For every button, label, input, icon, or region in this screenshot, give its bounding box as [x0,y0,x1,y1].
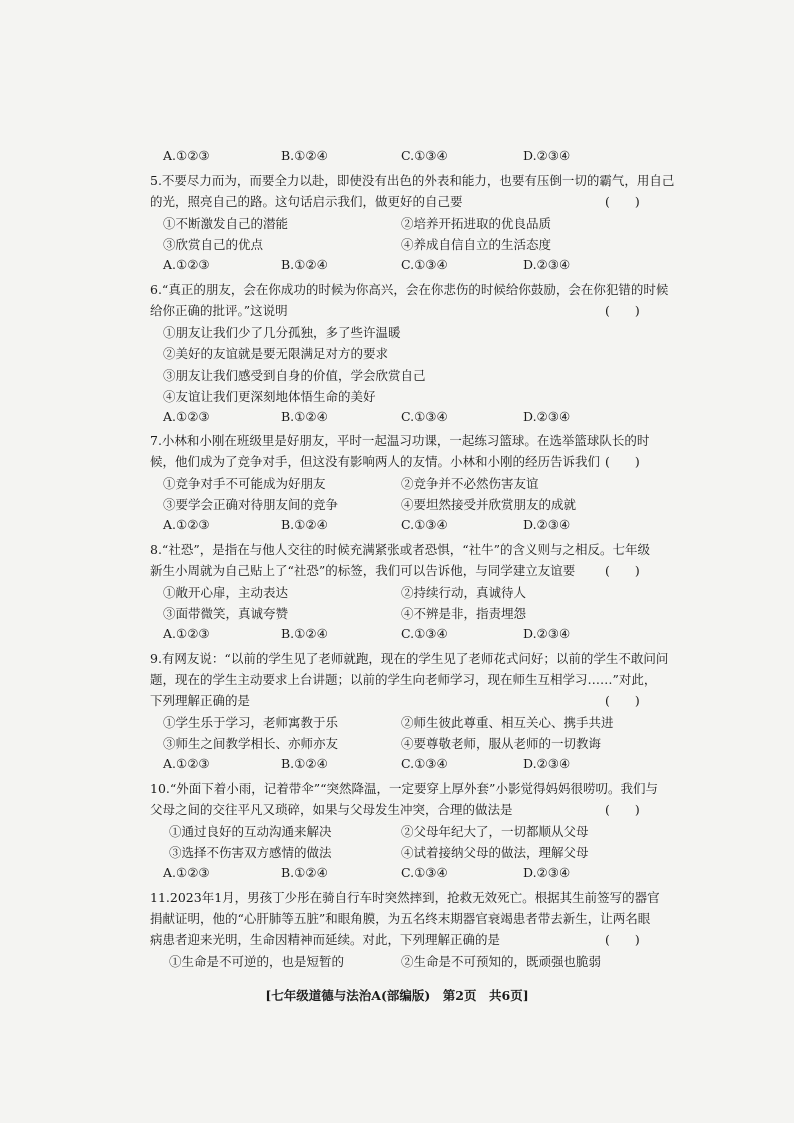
q9-item-3: ③师生之间教学相长、亦师亦友 [163,736,339,751]
q10-stem-line1: 10.“外面下着小雨，记着带伞”“突然降温，一定要穿上厚外套”小影觉得妈妈很唠叨。我们与 [150,781,658,796]
q6-stem-line1: 6.“真正的朋友，会在你成功的时候为你高兴，会在你悲伤的时候给你鼓励，会在你犯错的时候 [150,282,669,297]
option-b: B.①②④ [281,865,328,880]
q5-options [163,257,643,277]
q5-item-2: ②培养开拓进取的优良品质 [401,216,552,231]
q9-item-4: ④要尊敬老师，服从老师的一切教诲 [401,736,602,751]
q9-items-row2 [163,734,643,754]
option-d: D.②③④ [523,409,571,424]
q5-items-row2 [163,235,643,255]
option-d: D.②③④ [523,865,571,880]
option-b: B.①②④ [281,148,328,163]
q11-answer-paren: ( ) [605,932,640,947]
q10-answer-paren: ( ) [605,802,640,817]
q7-items-row1 [163,474,643,494]
q8-item-3: ③面带微笑，真诚夸赞 [163,606,289,621]
option-b: B.①②④ [281,626,328,641]
q6-item-3: ③朋友让我们感受到自身的价值，学会欣赏自己 [163,368,426,383]
q9-item-2: ②师生彼此尊重、相互关心、携手共进 [401,715,614,730]
q5-answer-paren: ( ) [605,194,640,209]
q7-item-4: ④要坦然接受并欣赏朋友的成就 [401,497,577,512]
q7-stem-line1: 7.小林和小刚在班级里是好朋友，平时一起温习功课，一起练习篮球。在选举篮球队长的时 [150,433,650,448]
q8-item-1: ①敞开心扉，主动表达 [163,585,289,600]
q5-item-3: ③欣赏自己的优点 [163,237,264,252]
option-b: B.①②④ [281,257,328,272]
q11-item-2: ②生命是不可预知的，既顽强也脆弱 [401,954,602,969]
q5-stem-line2: 的光，照亮自己的路。这句话启示我们，做更好的自己要 [150,194,463,209]
q9-items-row1 [163,713,643,733]
q7-options [163,517,643,537]
q8-item-4: ④不辨是非，指责埋怨 [401,606,527,621]
option-d: D.②③④ [523,517,571,532]
option-d: D.②③④ [523,756,571,771]
option-c: C.①③④ [401,257,448,272]
q7-item-3: ③要学会正确对待朋友间的竞争 [163,497,339,512]
q10-stem-line2: 父母之间的交往平凡又琐碎，如果与父母发生冲突，合理的做法是 [150,802,513,817]
q8-item-2: ②持续行动，真诚待人 [401,585,527,600]
option-c: C.①③④ [401,409,448,424]
q10-item-2: ②父母年纪大了，一切都顺从父母 [401,824,589,839]
q6-item-2: ②美好的友谊就是要无限满足对方的要求 [163,346,389,361]
q9-stem-line3: 下列理解正确的是 [150,693,251,708]
option-c: C.①③④ [401,517,448,532]
q6-item-4: ④友谊让我们更深刻地体悟生命的美好 [163,389,376,404]
q8-stem-line2: 新生小周就为自己贴上了“社恐”的标签，我们可以告诉他，与同学建立友谊要 [150,563,576,578]
option-b: B.①②④ [281,517,328,532]
option-a: A.①②③ [163,148,210,163]
q9-answer-paren: ( ) [605,693,640,708]
q7-item-1: ①竞争对手不可能成为好朋友 [163,476,326,491]
q6-answer-paren: ( ) [605,303,640,318]
q8-answer-paren: ( ) [605,563,640,578]
q10-item-4: ④试着接纳父母的做法，理解父母 [401,845,589,860]
q9-item-1: ①学生乐于学习，老师寓教于乐 [163,715,339,730]
q6-item-1: ①朋友让我们少了几分孤独，多了些许温暖 [163,325,401,340]
option-c: C.①③④ [401,756,448,771]
option-d: D.②③④ [523,257,571,272]
option-d: D.②③④ [523,148,571,163]
option-a: A.①②③ [163,517,210,532]
option-a: A.①②③ [163,756,210,771]
q11-stem-line3: 病患者迎来光明，生命因精神而延续。对此，下列理解正确的是 [150,932,501,947]
q8-items-row2 [163,604,643,624]
option-d: D.②③④ [523,626,571,641]
q11-items-row1 [163,952,643,972]
option-c: C.①③④ [401,626,448,641]
option-a: A.①②③ [163,257,210,272]
q5-stem-line1: 5.不要尽力而为，而要全力以赴，即使没有出色的外表和能力，也要有压倒一切的霸气，用自己 [150,173,675,188]
option-b: B.①②④ [281,756,328,771]
option-c: C.①③④ [401,148,448,163]
option-b: B.①②④ [281,409,328,424]
q10-item-1: ①通过良好的互动沟通来解决 [169,824,332,839]
q8-stem-line1: 8.“社恐”，是指在与他人交往的时候充满紧张或者恐惧，“社牛”的含义则与之相反。七年级 [150,542,650,557]
option-a: A.①②③ [163,865,210,880]
q9-options [163,756,643,776]
q11-stem-line2: 捐献证明，他的“心肝肺等五脏”和眼角膜，为五名终末期器官衰竭患者带去新生，让两名眼 [150,911,651,926]
q10-items-row2 [163,843,643,863]
q5-item-4: ④养成自信自立的生活态度 [401,237,552,252]
q8-options [163,626,643,646]
option-a: A.①②③ [163,409,210,424]
q6-stem-line2: 给你正确的批评。”这说明 [150,303,288,318]
q7-items-row2 [163,495,643,515]
q7-answer-paren: ( ) [605,454,640,469]
q10-items-row1 [163,822,643,842]
q10-options [163,865,643,885]
q4-options [163,148,643,168]
option-c: C.①③④ [401,865,448,880]
q7-stem-line2: 候，他们成为了竞争对手，但这没有影响两人的友情。小林和小刚的经历告诉我们 [150,454,601,469]
q9-stem-line2: 题，现在的学生主动要求上台讲题；以前的学生向老师学习，现在师生互相学习……”对此， [150,672,657,687]
option-a: A.①②③ [163,626,210,641]
q10-item-3: ③选择不伤害双方感情的做法 [169,845,332,860]
q7-item-2: ②竞争并不必然伤害友谊 [401,476,539,491]
q11-stem-line1: 11.2023年1月，男孩丁少彤在骑自行车时突然摔到，抢救无效死亡。根据其生前签写的器官 [150,890,660,905]
q5-items-row1 [163,214,643,234]
q9-stem-line1: 9.有网友说：“以前的学生见了老师就跑，现在的学生见了老师花式问好；以前的学生不敢问问 [150,651,669,666]
q8-items-row1 [163,583,643,603]
q6-options [163,409,643,429]
page-footer: [七年级道德与法治A(部编版) 第2页 共6页] [265,988,529,1003]
q11-item-1: ①生命是不可逆的，也是短暂的 [169,954,345,969]
q5-item-1: ①不断激发自己的潜能 [163,216,289,231]
